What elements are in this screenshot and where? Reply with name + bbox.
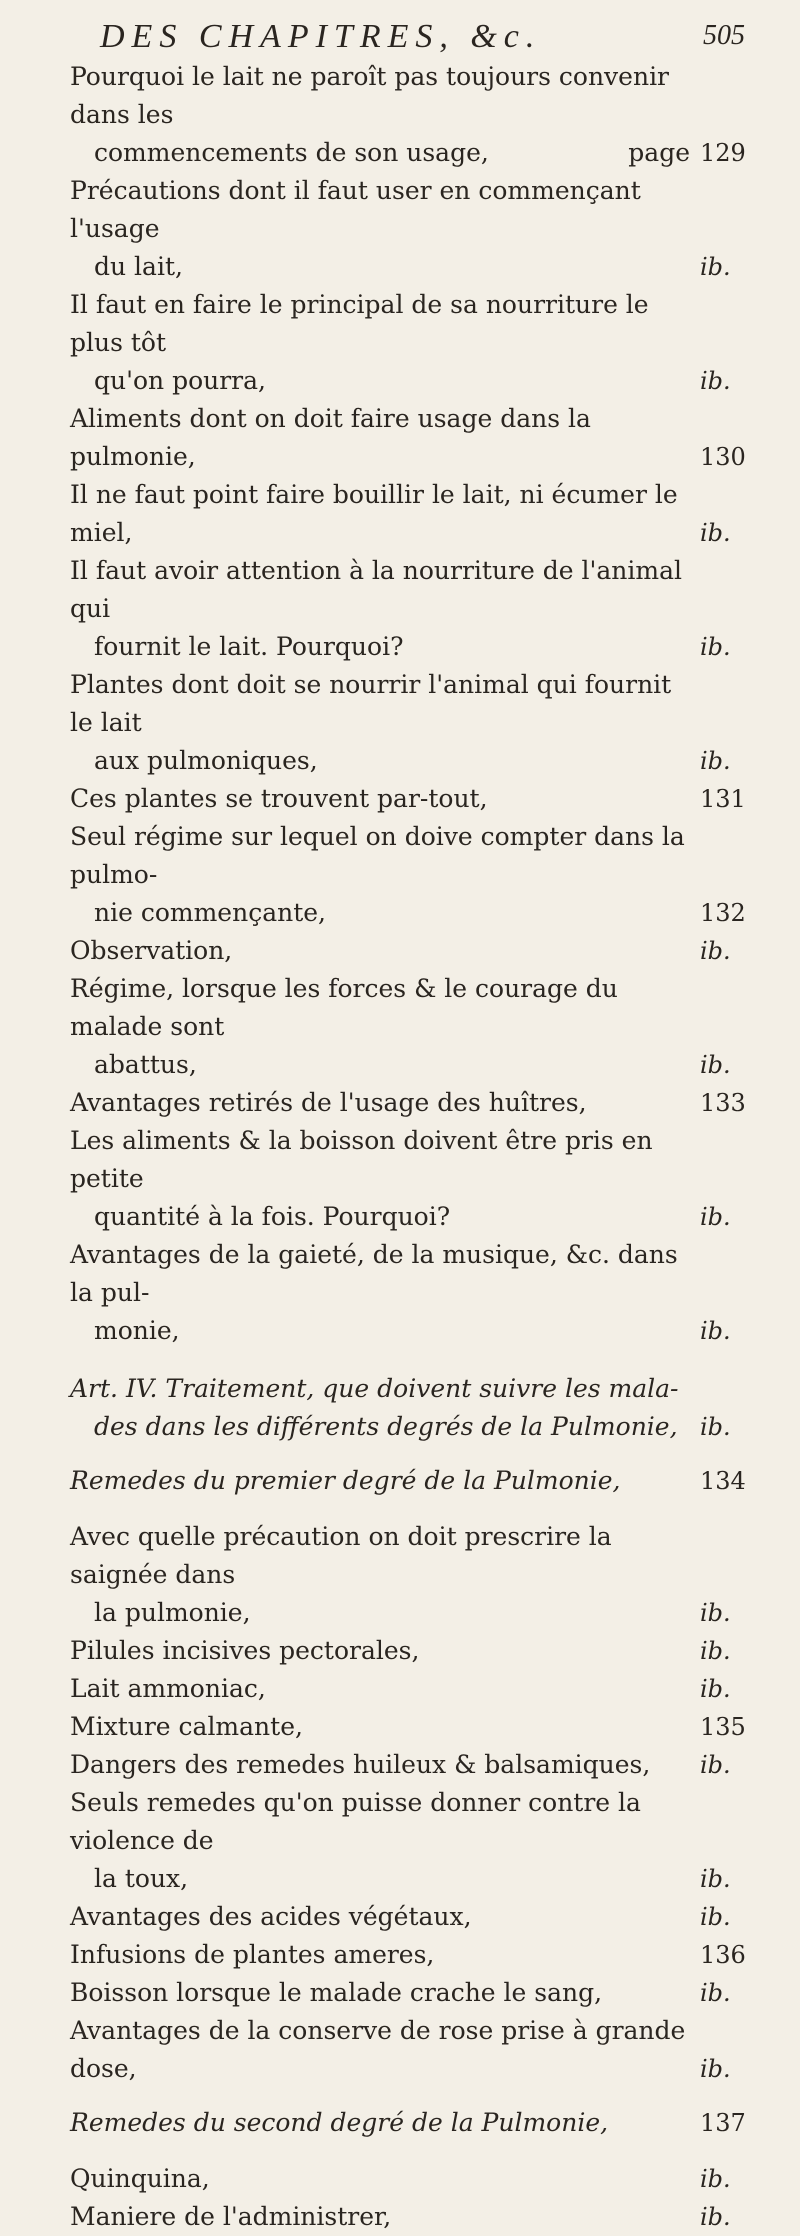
entry-text-line: Ces plantes se trouvent par-tout,	[70, 784, 488, 813]
entry-page: ib.	[700, 1637, 731, 1665]
toc-entry	[70, 1784, 760, 1898]
entry-text-line: Lait ammoniac,	[70, 1674, 266, 1703]
entry-text-line: Boisson lorsque le malade crache le sang,	[70, 1978, 603, 2007]
entry-text-line: Avec quelle précaution on doit prescrire la saignée dans	[70, 1522, 612, 1589]
entry-page: ib.	[700, 1599, 731, 1627]
toc-entry	[70, 1974, 760, 2012]
entry-page: ib.	[700, 1051, 731, 1079]
article-line-2: des dans les différents degrés de la Pulmonie,	[94, 1412, 678, 1441]
section2-heading-text: Remedes du second degré de la Pulmonie,	[70, 2108, 609, 2137]
page-number: 505	[703, 20, 745, 51]
entry-text-line: Seul régime sur lequel on doive compter dans la pulmo-	[70, 822, 685, 889]
section2-heading	[70, 2104, 760, 2142]
entry-page: ib.	[700, 747, 731, 775]
toc-entry	[70, 1518, 760, 1632]
entry-page: ib.	[700, 1675, 731, 1703]
entry-text-line: Il faut avoir attention à la nourriture de l'animal qui	[70, 556, 682, 623]
entry-page: ib.	[700, 1979, 731, 2007]
toc-entry	[70, 552, 760, 666]
toc-entry	[70, 1122, 760, 1236]
entry-text-line: la toux,	[94, 1864, 189, 1893]
table-of-contents	[70, 58, 760, 2236]
toc-entry	[70, 286, 760, 400]
entry-page: ib.	[700, 937, 731, 965]
running-header	[0, 18, 800, 62]
entry-text-line: Infusions de plantes ameres,	[70, 1940, 435, 1969]
entries-list	[70, 58, 760, 1350]
entry-text-line: Avantages de la conserve de rose prise à grande dose,	[70, 2016, 686, 2083]
entry-page: ib.	[700, 1865, 731, 1893]
toc-entry	[70, 1670, 760, 1708]
entry-text-line: Avantages des acides végétaux,	[70, 1902, 472, 1931]
toc-entry	[70, 1632, 760, 1670]
entry-page: ib.	[700, 2055, 731, 2083]
entry-page: ib.	[700, 1203, 731, 1231]
page-word: page	[628, 138, 690, 167]
entry-text-line: quantité à la fois. Pourquoi?	[94, 1202, 451, 1231]
section2-entries	[70, 2160, 760, 2236]
entry-page: ib.	[700, 1903, 731, 1931]
toc-entry	[70, 476, 760, 552]
entry-page: ib.	[700, 633, 731, 661]
running-title: DES CHAPITRES, &c.	[100, 18, 542, 55]
entry-text-line: Maniere de l'administrer,	[70, 2202, 392, 2231]
section1-heading	[70, 1462, 760, 1500]
entry-text-line: aux pulmoniques,	[94, 746, 318, 775]
entry-text-line: la pulmonie,	[94, 1598, 251, 1627]
entry-text-line: Observation,	[70, 936, 233, 965]
entry-text-line: Mixture calmante,	[70, 1712, 303, 1741]
entry-text-line: Précautions dont il faut user en commençant l'usage	[70, 176, 641, 243]
toc-entry	[70, 2198, 760, 2236]
entry-page: 136	[700, 1941, 746, 1969]
entry-text-line: Aliments dont on doit faire usage dans la pulmonie,	[70, 404, 591, 471]
section1-entries	[70, 1518, 760, 2088]
toc-entry	[70, 932, 760, 970]
entry-page: ib.	[700, 2203, 731, 2231]
entry-text-line: Avantages de la gaieté, de la musique, &c. dans la pul-	[70, 1240, 678, 1307]
toc-entry	[70, 1236, 760, 1350]
entry-page: ib.	[700, 367, 731, 395]
entry-text-line: abattus,	[94, 1050, 197, 1079]
entry-text-line: Les aliments & la boisson doivent être pris en petite	[70, 1126, 653, 1193]
toc-entry	[70, 666, 760, 780]
toc-entry	[70, 970, 760, 1084]
entry-text-line: Pilules incisives pectorales,	[70, 1636, 420, 1665]
toc-entry	[70, 780, 760, 818]
entry-page: ib.	[700, 253, 731, 281]
entry-text-line: Avantages retirés de l'usage des huîtres,	[70, 1088, 587, 1117]
article-line-1: Art. IV. Traitement, que doivent suivre les mala-	[70, 1374, 679, 1403]
toc-entry	[70, 2160, 760, 2198]
toc-entry	[70, 1746, 760, 1784]
section2-page: 137	[700, 2109, 746, 2137]
toc-entry	[70, 400, 760, 476]
toc-entry	[70, 1936, 760, 1974]
entry-page: ib.	[700, 519, 731, 547]
entry-page: ib.	[700, 1317, 731, 1345]
toc-entry	[70, 1708, 760, 1746]
entry-page: ib.	[700, 1751, 731, 1779]
entry-text-line: Dangers des remedes huileux & balsamiques,	[70, 1750, 651, 1779]
entry-text-line: Pourquoi le lait ne paroît pas toujours convenir dans les	[70, 62, 670, 129]
article-page: ib.	[700, 1413, 731, 1441]
toc-entry	[70, 2012, 760, 2088]
toc-entry	[70, 58, 760, 172]
entry-text-line: Quinquina,	[70, 2164, 210, 2193]
article-heading	[70, 1370, 760, 1446]
entry-page: 133	[700, 1089, 746, 1117]
toc-entry	[70, 172, 760, 286]
entry-text-line: nie commençante,	[94, 898, 326, 927]
entry-text-line: du lait,	[94, 252, 183, 281]
entry-text-line: qu'on pourra,	[94, 366, 266, 395]
entry-page: 131	[700, 785, 746, 813]
section1-heading-text: Remedes du premier degré de la Pulmonie,	[70, 1466, 621, 1495]
toc-entry	[70, 1084, 760, 1122]
section1-page: 134	[700, 1467, 746, 1495]
entry-page: 132	[700, 899, 746, 927]
toc-entry	[70, 818, 760, 932]
entry-text-line: Plantes dont doit se nourrir l'animal qui fournit le lait	[70, 670, 672, 737]
entry-text-line: commencements de son usage,	[94, 138, 489, 167]
toc-entry	[70, 1898, 760, 1936]
entry-page: ib.	[700, 2165, 731, 2193]
entry-text-line: monie,	[94, 1316, 180, 1345]
entry-page: 135	[700, 1713, 746, 1741]
entry-page: 130	[700, 443, 746, 471]
entry-text-line: fournit le lait. Pourquoi?	[94, 632, 404, 661]
entry-text-line: Il ne faut point faire bouillir le lait, ni écumer le miel,	[70, 480, 678, 547]
entry-text-line: Régime, lorsque les forces & le courage du malade sont	[70, 974, 618, 1041]
entry-text-line: Il faut en faire le principal de sa nourriture le plus tôt	[70, 290, 649, 357]
entry-text-line: Seuls remedes qu'on puisse donner contre la violence de	[70, 1788, 641, 1855]
entry-page: 129	[700, 139, 746, 167]
